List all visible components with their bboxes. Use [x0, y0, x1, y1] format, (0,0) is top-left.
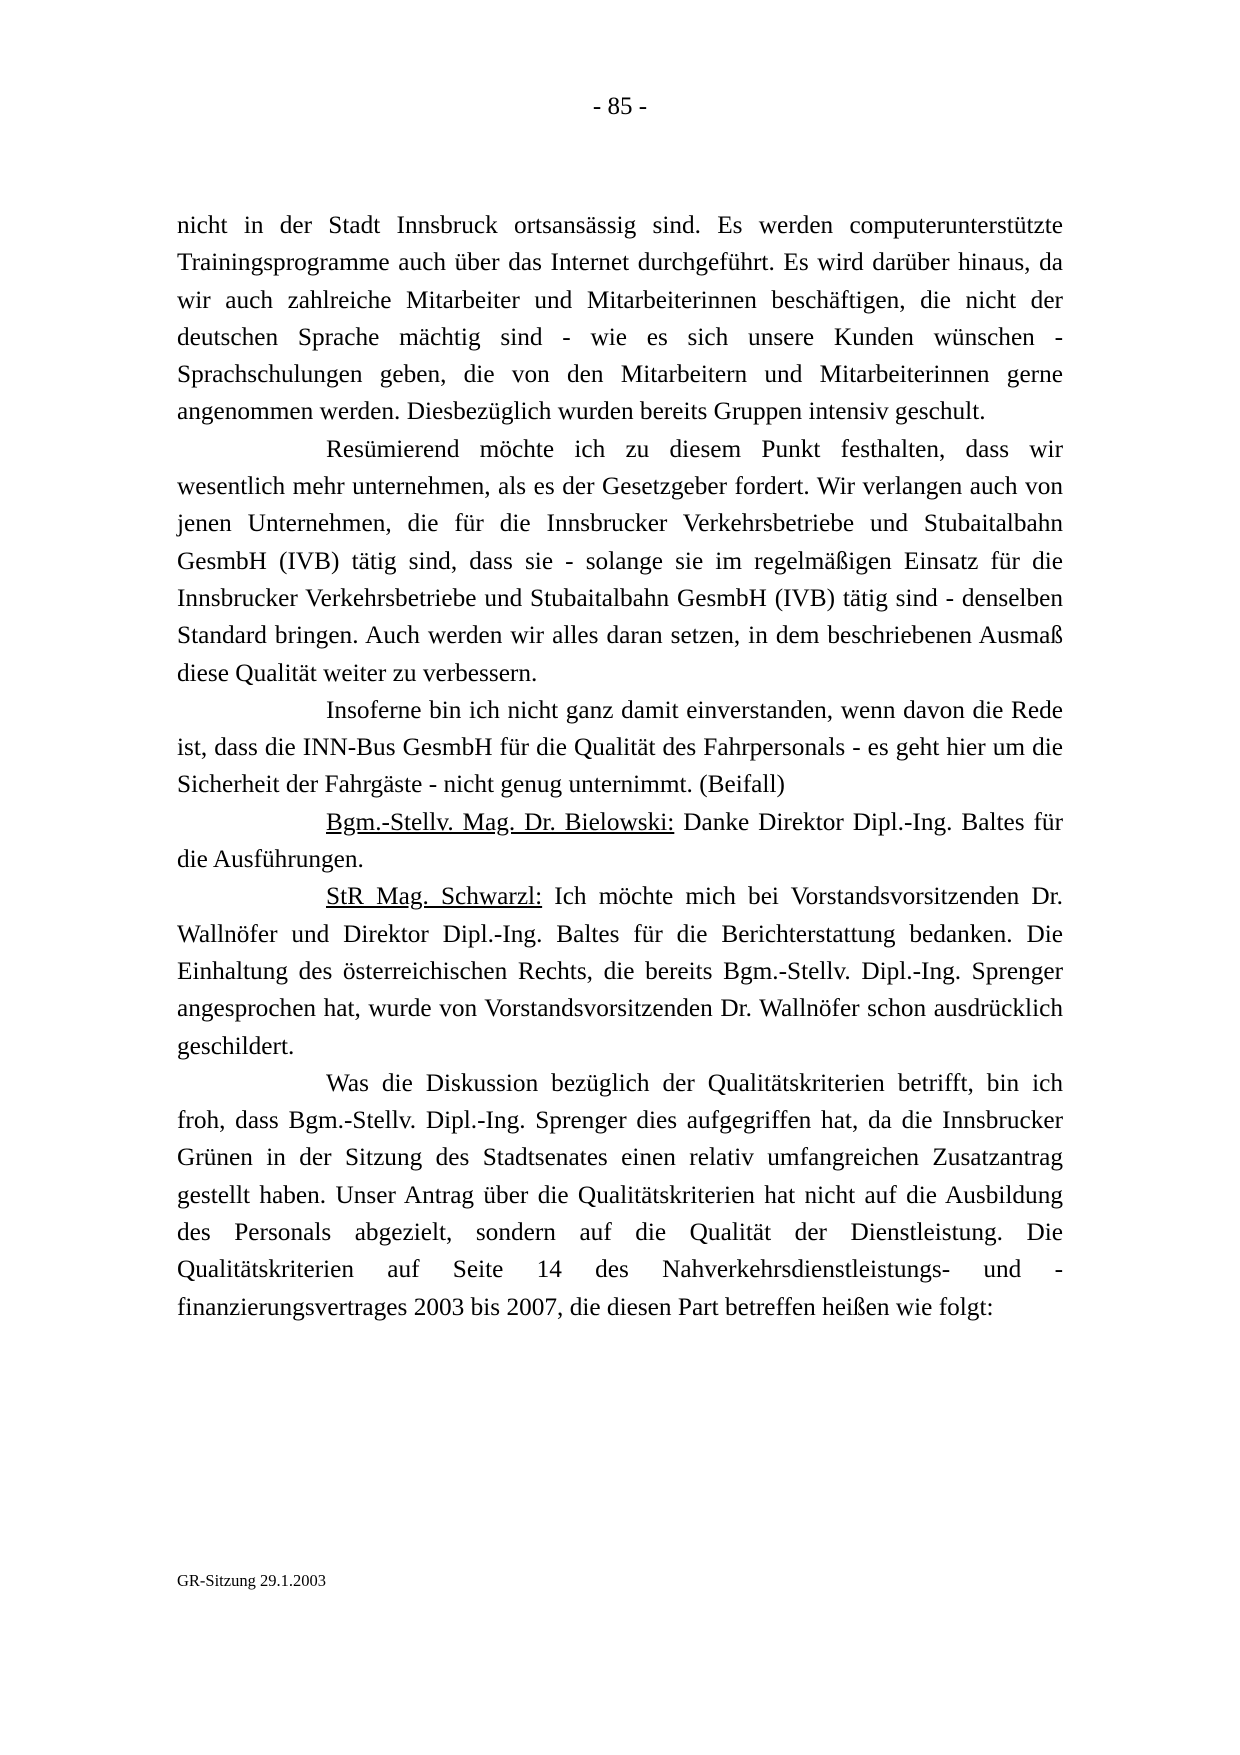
paragraph-5-text: Ich möchte mich bei Vorstandsvorsitzenden Dr. Wallnöfer und Direktor Dipl.-Ing. Baltes für die Berichterstattung bedanken. Die Einhaltung des österreichischen Rechts, die bereits Bgm.-Stellv. Dipl.-Ing. Sprenger angesprochen hat, wurde von Vorstandsvorsitzenden Dr. Wallnöfer schon ausdrücklich geschildert. [177, 882, 1063, 1060]
paragraph-6: Was die Diskussion bezüglich der Qualitätskriterien betrifft, bin ich froh, dass Bgm.-Stellv. Dipl.-Ing. Sprenger dies aufgegriffen hat, da die Innsbrucker Grünen in der Sitzung des Stadtsenates einen relativ umfangreichen Zusatzantrag gestellt haben. Unser Antrag über die Qualitätskriterien hat nicht auf die Ausbildung des Personals abgezielt, sondern auf die Qualität der Dienstleistung. Die Qualitätskriterien auf Seite 14 des Nahverkehrsdienstleistungs- und -finanzierungsvertrages 2003 bis 2007, die diesen Part betreffen heißen wie folgt: [177, 1068, 1063, 1321]
paragraph-4-text: Danke Direktor Dipl.-Ing. Baltes für die Ausführungen. [177, 807, 1063, 874]
speaker-bielowski: Bgm.-Stellv. Mag. Dr. Bielowski: [326, 807, 675, 836]
speaker-schwarzl: StR Mag. Schwarzl: [326, 882, 543, 911]
paragraph-2: Resümierend möchte ich zu diesem Punkt festhalten, dass wir wesentlich mehr unternehmen, als es der Gesetzgeber fordert. Wir verlangen auch von jenen Unternehmen, die für die Innsbrucker Verkehrsbetriebe und Stubaitalbahn GesmbH (IVB) tätig sind, dass sie - solange sie im regelmäßigen Einsatz für die Innsbrucker Verkehrsbetriebe und Stubaitalbahn GesmbH (IVB) tätig sind - denselben Standard bringen. Auch werden wir alles daran setzen, in dem beschriebenen Ausmaß diese Qualität weiter zu verbessern. [177, 434, 1063, 687]
paragraph-1: nicht in der Stadt Innsbruck ortsansässig sind. Es werden computerunterstützte Trainingsprogramme auch über das Internet durchgeführt. Es wird darüber hinaus, da wir auch zahlreiche Mitarbeiter und Mitarbeiterinnen beschäftigen, die nicht der deutschen Sprache mächtig sind - wie es sich unsere Kunden wünschen - Sprachschulungen geben, die von den Mitarbeitern und Mitarbeiterinnen gerne angenommen werden. Diesbezüglich wurden bereits Gruppen intensiv geschult. [177, 211, 1063, 426]
paragraph-3: Insoferne bin ich nicht ganz damit einverstanden, wenn davon die Rede ist, dass die INN-Bus GesmbH für die Qualität des Fahrpersonals - es geht hier um die Sicherheit der Fahrgäste - nicht genug unternimmt. (Beifall) [177, 695, 1063, 799]
footer-session-date: GR-Sitzung 29.1.2003 [177, 1571, 326, 1590]
page-number: - 85 - [592, 93, 648, 120]
paragraph-4 [177, 804, 1063, 879]
document-body [177, 207, 1063, 1326]
paragraph-5 [177, 878, 1063, 1064]
